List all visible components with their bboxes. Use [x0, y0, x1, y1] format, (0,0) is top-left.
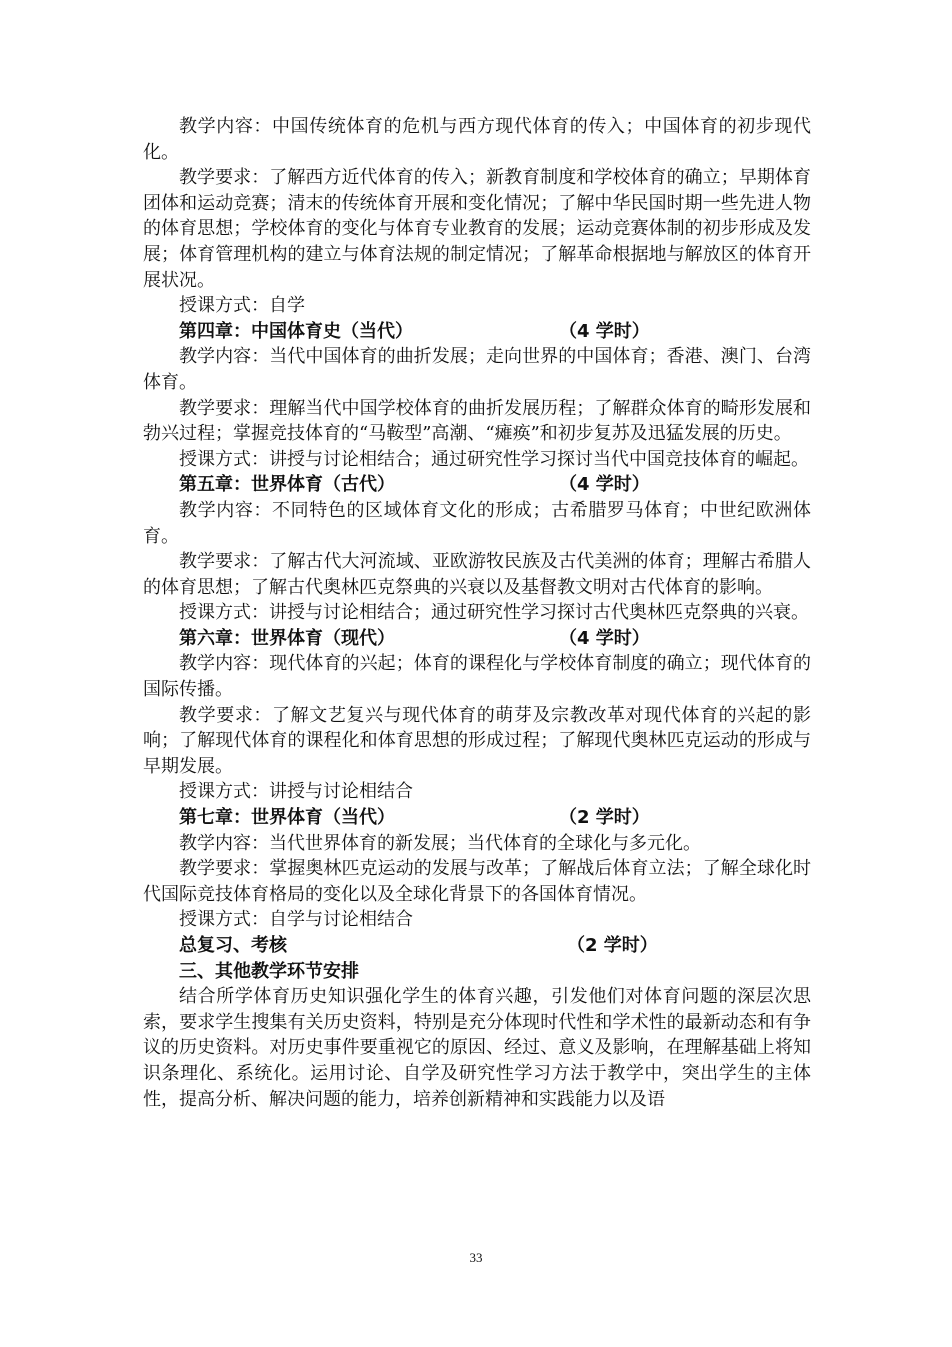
chapter-heading	[143, 805, 811, 831]
paragraph: 教学要求：了解文艺复兴与现代体育的萌芽及宗教改革对现代体育的兴起的影响；了解现代体育的课程化和体育思想的形成过程；了解现代奥林匹克运动的形成与早期发展。	[143, 704, 811, 777]
chapter-title: 第七章：世界体育（当代）	[179, 807, 395, 829]
paragraph: 授课方式：讲授与讨论相结合；通过研究性学习探讨古代奥林匹克祭典的兴衰。	[179, 602, 809, 624]
section-heading: 三、其他教学环节安排	[179, 960, 359, 982]
paragraph: 授课方式：自学	[179, 295, 305, 317]
paragraph: 教学要求：理解当代中国学校体育的曲折发展历程；了解群众体育的畸形发展和勃兴过程；掌握竞技体育的“马鞍型”高潮、“瘫痪”和初步复苏及迅猛发展的历史。	[143, 397, 811, 445]
paragraph: 授课方式：自学与讨论相结合	[179, 909, 413, 931]
chapter-heading	[143, 626, 811, 652]
paragraph: 教学内容：中国传统体育的危机与西方现代体育的传入；中国体育的初步现代化。	[143, 116, 811, 163]
paragraph: 教学要求：了解古代大河流域、亚欧游牧民族及古代美洲的体育；理解古希腊人的体育思想；了解古代奥林匹克祭典的兴衰以及基督教文明对古代体育的影响。	[143, 551, 811, 598]
chapter-title: 第六章：世界体育（现代）	[179, 627, 395, 649]
chapter-heading	[143, 319, 811, 345]
review-title: 总复习、考核	[179, 935, 287, 956]
chapter-heading	[143, 472, 811, 498]
chapter-hours: （4 学时）	[559, 474, 650, 496]
chapter-title: 第五章：世界体育（古代）	[179, 474, 395, 496]
paragraph: 结合所学体育历史知识强化学生的体育兴趣，引发他们对体育问题的深层次思索，要求学生搜集有关历史资料，特别是充分体现时代性和学术性的最新动态和有争议的历史资料。对历史事件要重视它的原因、经过、意义及影响，在理解基础上将知识条理化、系统化。运用讨论、自学及研究性学习方法于教学中，突出学生的主体性，提高分析、解决问题的能力，培养创新精神和实践能力以及语	[143, 986, 811, 1110]
paragraph: 授课方式：讲授与讨论相结合	[179, 781, 413, 803]
paragraph: 教学内容：不同特色的区域体育文化的形成；古希腊罗马体育；中世纪欧洲体育。	[143, 499, 811, 547]
paragraph: 教学要求：掌握奥林匹克运动的发展与改革；了解战后体育立法；了解全球化时代国际竞技体育格局的变化以及全球化背景下的各国体育情况。	[143, 858, 811, 905]
paragraph: 教学内容：当代中国体育的曲折发展；走向世界的中国体育；香港、澳门、台湾体育。	[143, 346, 811, 393]
page-number: 33	[469, 1250, 483, 1265]
paragraph: 教学内容：现代体育的兴起；体育的课程化与学校体育制度的确立；现代体育的国际传播。	[143, 653, 811, 701]
chapter-hours: （4 学时）	[559, 320, 650, 342]
review-heading	[143, 933, 811, 959]
paragraph: 教学内容：当代世界体育的新发展；当代体育的全球化与多元化。	[179, 832, 701, 854]
chapter-title: 第四章：中国体育史（当代）	[179, 320, 413, 342]
chapter-hours: （2 学时）	[559, 807, 650, 829]
paragraph: 授课方式：讲授与讨论相结合；通过研究性学习探讨当代中国竞技体育的崛起。	[179, 448, 809, 470]
chapter-hours: （4 学时）	[559, 627, 650, 649]
document-body	[143, 114, 811, 1112]
paragraph: 教学要求：了解西方近代体育的传入；新教育制度和学校体育的确立；早期体育团体和运动竞赛；清末的传统体育开展和变化情况；了解中华民国时期一些先进人物的体育思想；学校体育的变化与体育专业教育的发展；运动竞赛体制的初步形成及发展；体育管理机构的建立与体育法规的制定情况；了解革命根据地与解放区的体育开展状况。	[143, 167, 811, 291]
review-hours: （2 学时）	[567, 935, 658, 956]
